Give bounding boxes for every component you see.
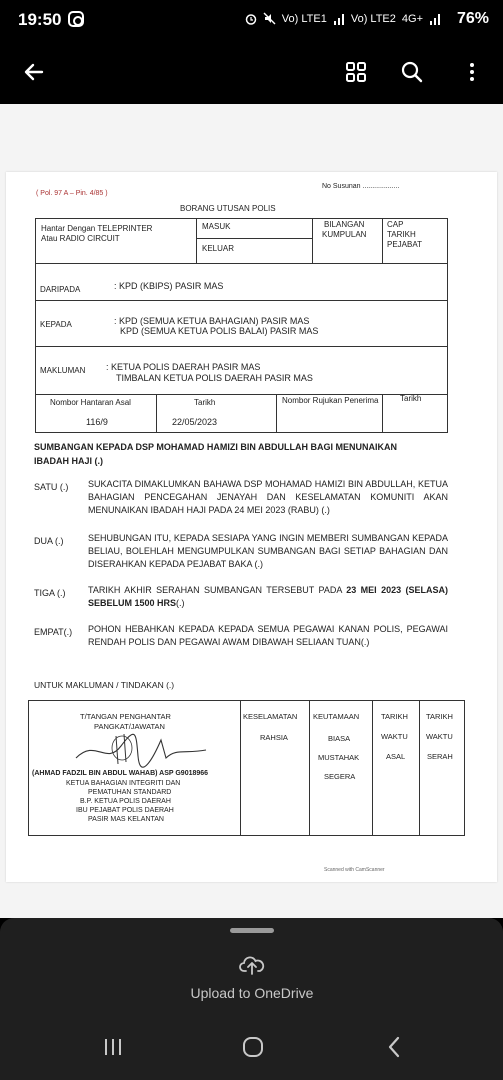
signatory-role-3: B.P. KETUA POLIS DAERAH — [80, 798, 171, 805]
home-icon — [242, 1036, 264, 1058]
rahsia-label: RAHSIA — [260, 733, 288, 742]
tarikh-cap-label: TARIKH — [387, 230, 416, 239]
tiga-text-2: (.) — [176, 598, 185, 608]
grid-icon — [344, 60, 368, 84]
dua-paragraph: SEHUBUNGAN ITU, KEPADA SESIAPA YANG INGIN MEMBERI SUMBANGAN KEPADA BELIAU, BOLEHLAH MENGUMPULKAN SUMBANGAN BAGI SETIAP BAHAGIAN DAN DISERAHKAN KEPADA PEJABAT BAKA (.) — [88, 533, 448, 569]
divider — [309, 700, 310, 836]
no-susunan: No Susunan ................... — [322, 183, 400, 190]
tiga-text-1: TARIKH AKHIR SERAHAN SUMBANGAN TERSEBUT PADA — [88, 585, 347, 595]
cloud-upload-icon — [239, 954, 265, 976]
tiga-label: TIGA (.) — [34, 588, 66, 598]
divider — [35, 394, 448, 395]
asal-label: ASAL — [386, 752, 406, 761]
alarm-icon — [245, 13, 257, 25]
keutamaan-label: KEUTAMAAN — [313, 712, 360, 721]
app-bar — [0, 42, 503, 104]
subject-line-1: SUMBANGAN KEPADA DSP MOHAMAD HAMIZI BIN ABDULLAH BAGI MENUNAIKAN — [34, 442, 397, 452]
form-code: ( Pol. 97 A – Pin. 4/85 ) — [36, 190, 108, 197]
daripada-label: DARIPADA — [40, 285, 81, 294]
keluar-label: KELUAR — [202, 244, 235, 253]
home-button[interactable] — [233, 1032, 273, 1062]
recents-icon — [103, 1038, 123, 1056]
divider — [382, 394, 383, 433]
divider — [35, 263, 448, 264]
makluman-value-1: : KETUA POLIS DAERAH PASIR MAS — [106, 362, 261, 372]
nombor-hantaran-label: Nombor Hantaran Asal — [50, 398, 131, 407]
empat-paragraph: POHON HEBAHKAN KEPADA KEPADA SEMUA PEGAWAI KANAN POLIS, PEGAWAI RENDAH POLIS DAN PEGAWAI AWAM DIBAWAH SELIAAN TUAN(.) — [88, 624, 448, 647]
signatory-role-4: IBU PEJABAT POLIS DAERAH — [76, 807, 174, 814]
upload-label: Upload to OneDrive — [190, 985, 314, 1001]
signal-icon-2 — [429, 13, 441, 25]
tiga-text-bold: 23 MEI 2023 (SELASA) SEBELUM 1500 HRS — [88, 585, 448, 608]
biasa-label: BIASA — [328, 734, 351, 743]
mustahak-label: MUSTAHAK — [318, 753, 360, 762]
kepada-label: KEPADA — [40, 320, 72, 329]
kepada-value-1: : KPD (SEMUA KETUA BAHAGIAN) PASIR MAS — [114, 316, 310, 326]
battery-level: 76% — [456, 10, 489, 27]
signatory-role-2: PEMATUHAN STANDARD — [88, 789, 172, 796]
more-vertical-icon — [460, 60, 484, 84]
grid-view-button[interactable] — [336, 52, 376, 92]
divider — [35, 300, 448, 301]
arrow-left-icon — [22, 60, 46, 84]
network-label-2: Vo) LTE2 — [350, 12, 396, 25]
signatory-role-1: KETUA BAHAGIAN INTEGRITI DAN — [66, 780, 181, 787]
bilangan-label: BILANGAN — [324, 220, 365, 229]
scanner-watermark: Scanned with CamScanner — [324, 867, 385, 873]
document-viewer[interactable] — [0, 104, 503, 918]
tarikh-value: 22/05/2023 — [172, 417, 218, 427]
instagram-icon — [68, 11, 84, 27]
document-page — [6, 172, 497, 882]
back-button[interactable] — [14, 52, 54, 92]
network-label-3: 4G+ — [401, 12, 423, 25]
kumpulan-label: KUMPULAN — [322, 230, 367, 239]
divider — [35, 346, 448, 347]
rujukan-label: Nombor Rujukan Penerima — [282, 396, 379, 405]
makluman-value-2: TIMBALAN KETUA POLIS DAERAH PASIR MAS — [116, 373, 313, 383]
kepada-value-2: KPD (SEMUA KETUA POLIS BALAI) PASIR MAS — [120, 326, 319, 336]
more-options-button[interactable] — [452, 52, 492, 92]
dua-label: DUA (.) — [34, 536, 64, 546]
divider — [240, 700, 241, 836]
form-title: BORANG UTUSAN POLIS — [180, 204, 276, 213]
satu-label: SATU (.) — [34, 482, 69, 492]
divider — [419, 700, 420, 836]
signal-icon-1 — [333, 13, 345, 25]
bottom-sheet — [0, 918, 503, 1012]
tarikh-asal-label: TARIKH — [381, 712, 408, 721]
divider — [312, 218, 313, 263]
back-chevron-icon — [387, 1036, 401, 1058]
subject-line-2: IBADAH HAJI (.) — [34, 456, 103, 466]
waktu-serah-label: WAKTU — [426, 732, 453, 741]
tarikh-label: Tarikh — [194, 398, 216, 407]
tarikh2-label: Tarikh — [400, 394, 422, 403]
signatory-name: (AHMAD FADZIL BIN ABDUL WAHAB) ASP G9018966 — [32, 770, 209, 777]
search-icon — [400, 60, 424, 84]
untuk-makluman: UNTUK MAKLUMAN / TINDAKAN (.) — [34, 680, 175, 690]
hantar-label: Hantar Dengan TELEPRINTER — [41, 224, 153, 233]
recents-button[interactable] — [93, 1032, 133, 1062]
waktu-asal-label: WAKTU — [381, 732, 408, 741]
serah-label: SERAH — [427, 752, 453, 761]
makluman-label: MAKLUMAN — [40, 366, 86, 375]
cap-label: CAP — [387, 220, 404, 229]
keselamatan-label: KESELAMATAN — [243, 712, 298, 721]
police-message-form — [6, 172, 497, 882]
segera-label: SEGERA — [324, 772, 356, 781]
nombor-hantaran-value: 116/9 — [86, 417, 108, 427]
status-time: 19:50 — [18, 10, 62, 29]
signatory-role-5: PASIR MAS KELANTAN — [88, 816, 164, 823]
nav-back-button[interactable] — [374, 1032, 414, 1062]
ttangan-label: T/TANGAN PENGHANTAR — [80, 712, 171, 721]
network-label-1: Vo) LTE1 — [281, 12, 327, 25]
upload-onedrive-button[interactable] — [170, 954, 334, 1004]
tarikh-serah-label: TARIKH — [426, 712, 453, 721]
sheet-handle[interactable] — [230, 928, 274, 933]
pejabat-label: PEJABAT — [387, 240, 422, 249]
search-button[interactable] — [392, 52, 432, 92]
system-nav-bar — [0, 1012, 503, 1080]
masuk-label: MASUK — [202, 222, 231, 231]
atau-label: Atau RADIO CIRCUIT — [41, 234, 120, 243]
status-bar — [0, 0, 503, 42]
divider — [372, 700, 373, 836]
mute-icon — [263, 12, 276, 25]
empat-label: EMPAT(.) — [34, 627, 73, 637]
divider — [196, 238, 312, 239]
daripada-value: : KPD (KBIPS) PASIR MAS — [114, 281, 224, 291]
divider — [156, 394, 157, 433]
signature-image — [66, 728, 216, 768]
divider — [382, 218, 383, 263]
pangkat-jawatan-label: PANGKAT/JAWATAN — [94, 722, 165, 731]
satu-paragraph: SUKACITA DIMAKLUMKAN BAHAWA DSP MOHAMAD HAMIZI BIN ABDULLAH, KETUA BAHAGIAN PENCEGAHAN JENAYAH DAN KESELAMATAN KOMUNITI AKAN MENUNAIKAN IBADAH HAJI PADA 24 MEI 2023 (RABU) (.) — [88, 479, 448, 515]
tiga-paragraph — [88, 584, 448, 610]
divider — [276, 394, 277, 433]
divider — [196, 218, 197, 263]
status-icons — [245, 12, 441, 25]
